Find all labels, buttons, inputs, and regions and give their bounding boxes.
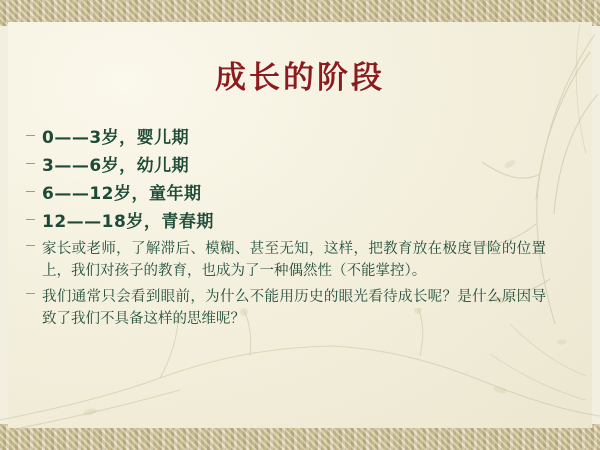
list-item [26,182,546,207]
list-item-label: 我们通常只会看到眼前，为什么不能用历史的眼光看待成长呢？是什么原因导致了我们不具备这样的思维呢？ [42,289,546,327]
list-item-label: 家长或老师，了解滞后、模糊、甚至无知，这样，把教育放在极度冒险的位置上，我们对孩子的教育，也成为了一种偶然性（不能掌控）。 [42,241,546,279]
list-item-label: 12——18岁，青春期 [42,212,214,232]
bullet-list [26,126,546,334]
dash-bullet-icon [26,238,42,246]
list-item [26,286,546,330]
dash-bullet-icon [26,286,42,294]
list-item [26,210,546,235]
list-item [26,154,546,179]
dash-bullet-icon [26,182,42,192]
list-item [26,238,546,282]
dash-bullet-icon [26,210,42,220]
dash-bullet-icon [26,154,42,164]
dash-bullet-icon [26,126,42,136]
list-item [26,126,546,151]
list-item-label: 0——3岁，婴儿期 [42,128,190,148]
list-item-label: 6——12岁，童年期 [42,184,202,204]
slide-title: 成长的阶段 [215,60,385,96]
list-item-label: 3——6岁，幼儿期 [42,156,190,176]
